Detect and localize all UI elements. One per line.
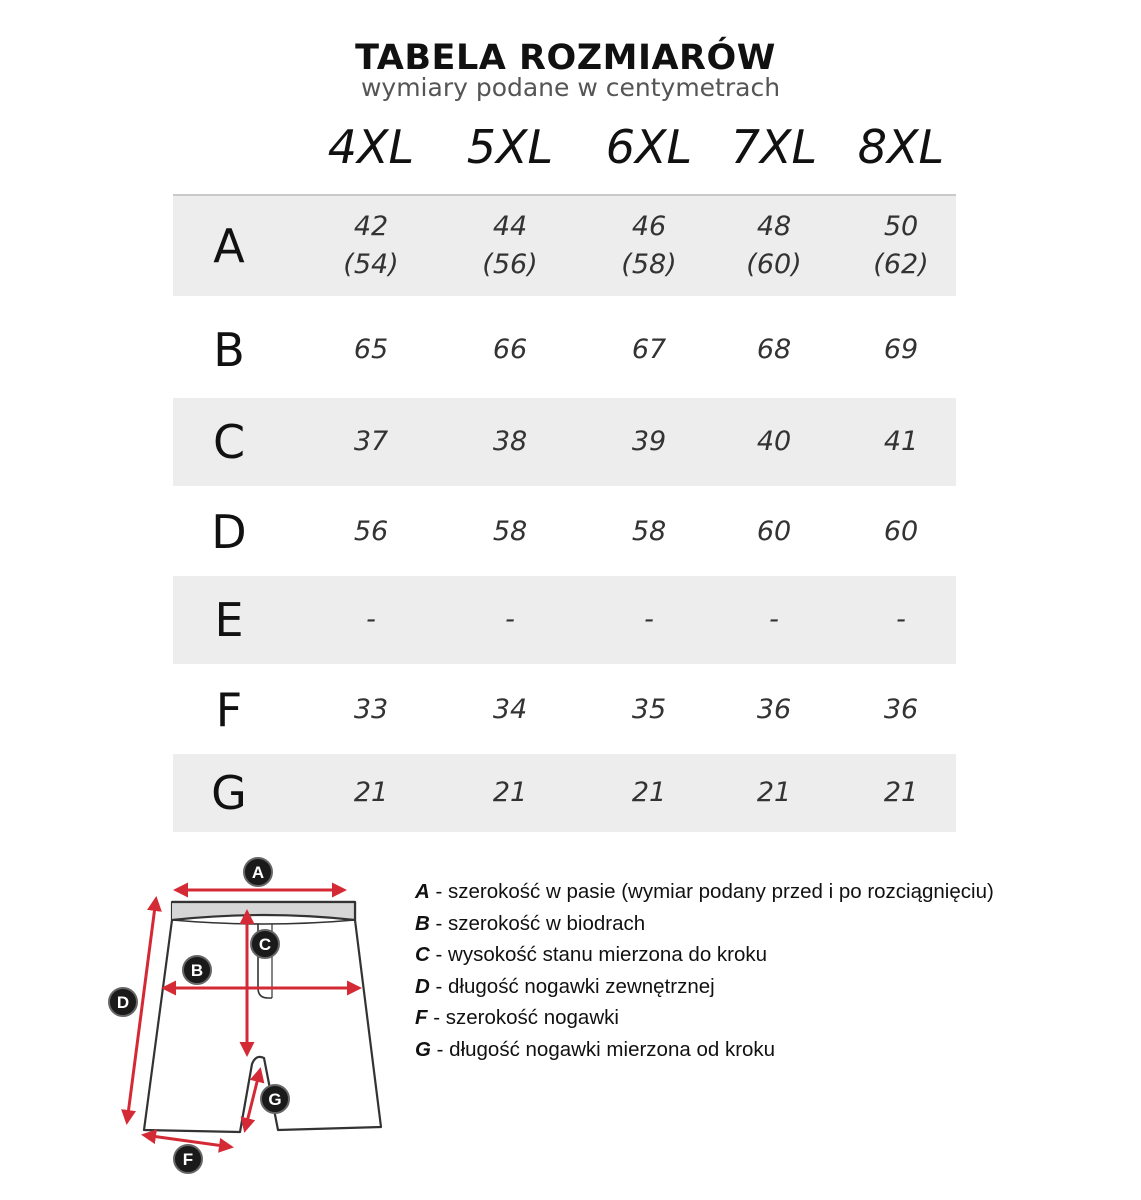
shorts-diagram — [100, 852, 390, 1182]
table-cell: 69 — [883, 334, 919, 365]
badge-a — [244, 858, 272, 886]
table-cell: 66 — [492, 334, 528, 365]
table-cell: 58 — [492, 516, 528, 547]
page-subtitle: wymiary podane w centymetrach — [360, 73, 781, 102]
measurement-legend — [415, 876, 994, 1065]
table-cell: 33 — [353, 694, 389, 725]
table-cell: 21 — [631, 777, 667, 808]
table-cell: 60 — [883, 516, 919, 547]
table-cell: 34 — [492, 694, 528, 725]
table-cell: 37 — [353, 426, 389, 457]
row-label: D — [211, 505, 247, 559]
row-label: F — [215, 683, 243, 737]
table-cell: 48 (60) — [746, 211, 802, 280]
row-label: C — [212, 415, 246, 469]
table-cell: 21 — [492, 777, 528, 808]
svg-text:D: D — [116, 993, 130, 1012]
badge-g — [261, 1085, 289, 1113]
table-cell: 58 — [631, 516, 667, 547]
size-header-5xl: 5XL — [466, 120, 554, 174]
table-cell: 38 — [492, 426, 528, 457]
badge-d — [109, 988, 137, 1016]
legend-item-d: D - długość nogawki zewnętrznej — [415, 974, 715, 998]
table-cell: 42 (54) — [343, 211, 399, 280]
table-cell: 67 — [631, 334, 667, 365]
row-label: A — [213, 219, 245, 273]
table-cell: - — [896, 604, 906, 635]
table-cell: 50 (62) — [873, 211, 929, 280]
table-cell: 35 — [631, 694, 667, 725]
row-label: E — [214, 593, 244, 647]
table-cell: - — [505, 604, 515, 635]
svg-text:C: C — [258, 935, 272, 954]
table-cell: 21 — [883, 777, 919, 808]
table-cell: 21 — [353, 777, 389, 808]
table-row-e — [173, 576, 956, 664]
table-cell: 68 — [756, 334, 792, 365]
table-cell: 21 — [756, 777, 792, 808]
table-cell: 46 (58) — [621, 211, 677, 280]
table-cell: 40 — [756, 426, 792, 457]
table-cell: 41 — [883, 426, 919, 457]
svg-text:G: G — [268, 1090, 282, 1109]
table-row-a — [173, 196, 956, 296]
page-title: TABELA ROZMIARÓW — [355, 38, 776, 78]
table-cell: 56 — [353, 516, 389, 547]
badge-f — [174, 1145, 202, 1173]
table-cell: 36 — [883, 694, 919, 725]
row-label: B — [213, 323, 245, 377]
svg-text:F: F — [182, 1150, 194, 1169]
table-row-d — [173, 488, 956, 576]
table-cell: - — [644, 604, 654, 635]
badge-c — [251, 930, 279, 958]
size-header-8xl: 8XL — [857, 120, 945, 174]
table-row-b — [173, 306, 956, 394]
table-cell: 60 — [756, 516, 792, 547]
table-row-g — [173, 754, 956, 832]
table-cell: 65 — [353, 334, 389, 365]
svg-text:A: A — [251, 863, 265, 882]
legend-item-a: A - szerokość w pasie (wymiar podany przed i po rozciągnięciu) — [415, 880, 994, 903]
badge-b — [183, 956, 211, 984]
legend-item-f: F - szerokość nogawki — [415, 1006, 619, 1029]
legend-item-c: C - wysokość stanu mierzona do kroku — [415, 943, 768, 966]
size-header-4xl: 4XL — [327, 120, 415, 174]
table-row-c — [173, 398, 956, 486]
table-cell: 39 — [631, 426, 667, 457]
legend-item-g: G - długość nogawki mierzona od kroku — [415, 1037, 776, 1061]
legend-item-b: B - szerokość w biodrach — [415, 911, 646, 935]
svg-text:B: B — [190, 961, 204, 980]
table-cell: 36 — [756, 694, 792, 725]
table-cell: - — [769, 604, 779, 635]
table-cell: - — [366, 604, 376, 635]
table-row-f — [173, 666, 956, 754]
size-header-7xl: 7XL — [730, 120, 818, 174]
row-label: G — [211, 766, 247, 820]
size-header-6xl: 6XL — [605, 120, 693, 174]
table-cell: 44 (56) — [482, 211, 538, 280]
